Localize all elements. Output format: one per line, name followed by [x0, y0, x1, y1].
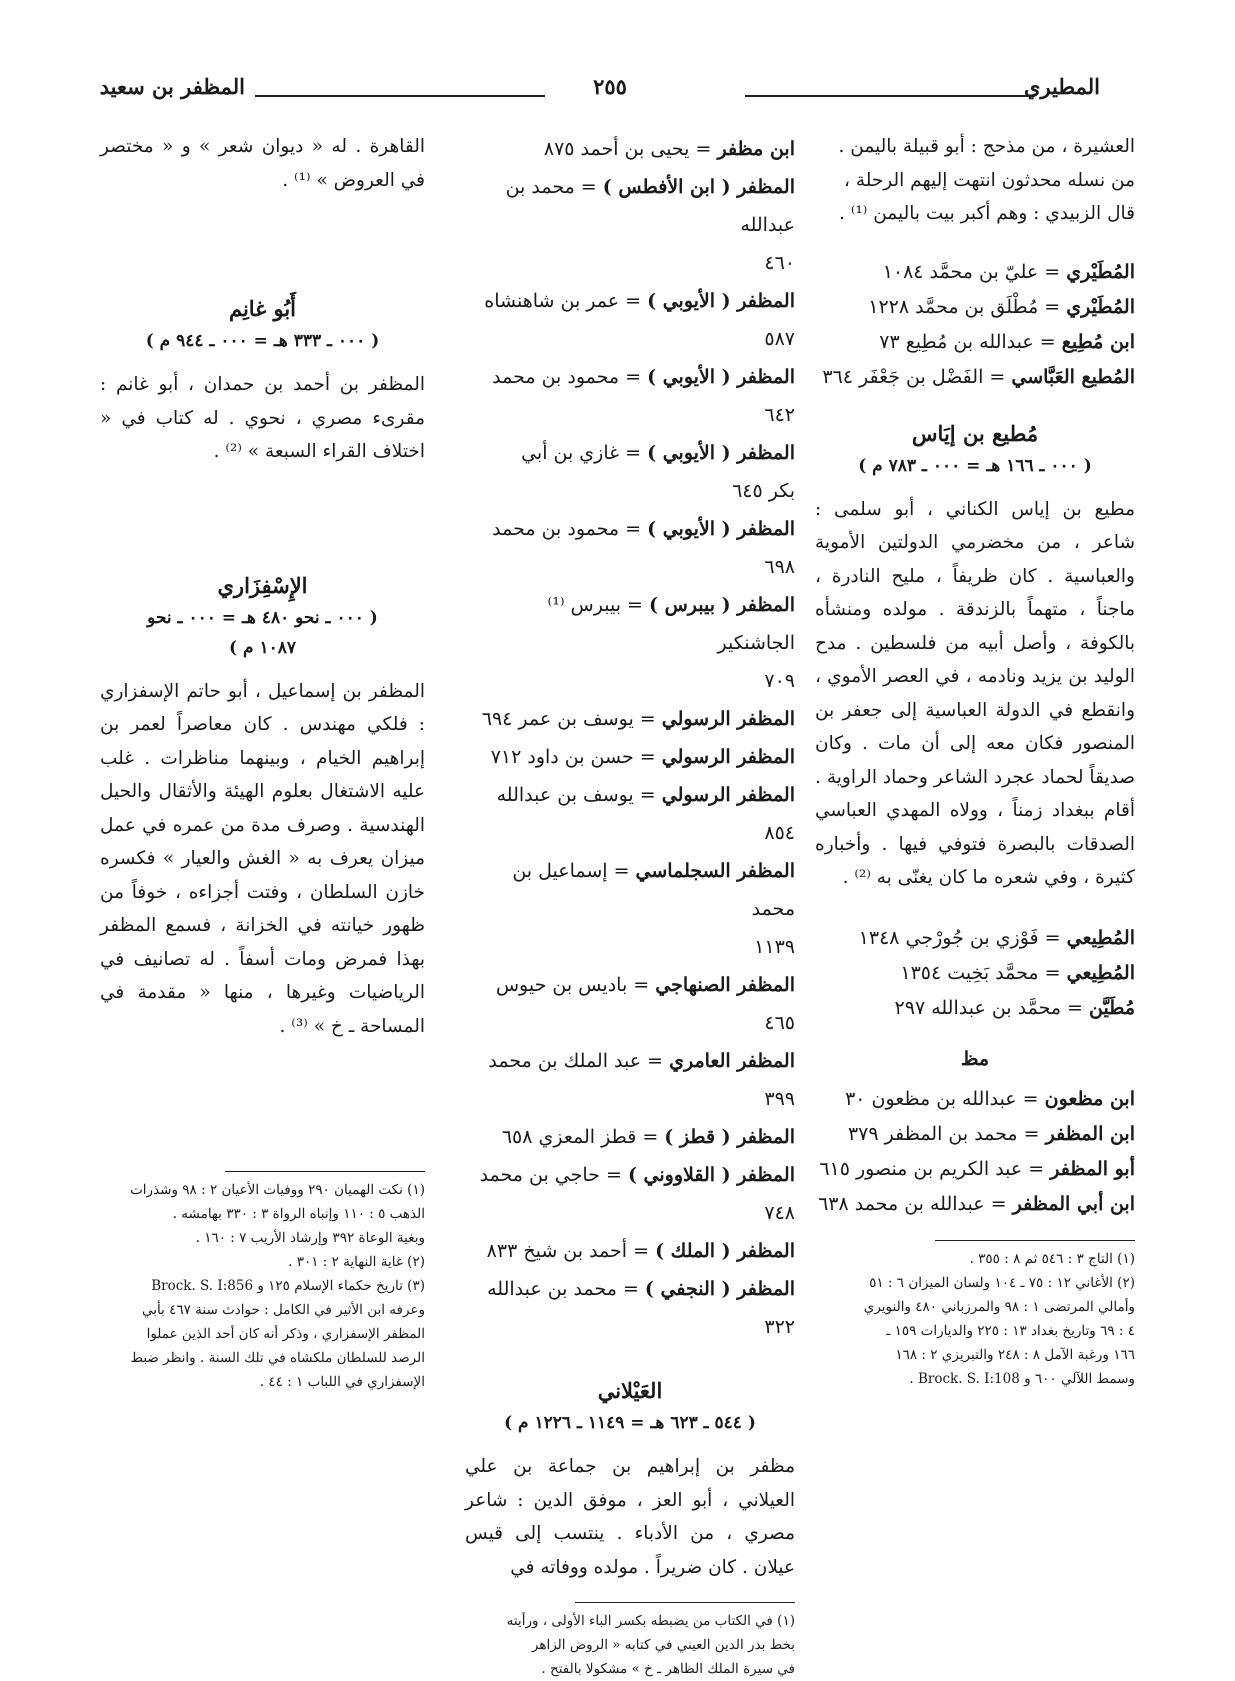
xref-entry-cont: ٥٨٧ — [764, 328, 795, 350]
footnote-line: في سيرة الملك الظاهر ـ خ » مشكولا بالفتح . — [541, 1661, 795, 1677]
xref-entry-cont: ٧٠٩ — [764, 670, 795, 692]
footnote-line: وعرفه ابن الأثير في الكامل : حوادث سنة ٤٦٧ بأبي — [141, 1302, 425, 1318]
bio-dates: ( ٠٠٠ ـ نحو ٤٨٠ هـ = ٠٠٠ ـ نحو — [147, 607, 378, 628]
bio-text: المظفر بن أحمد بن حمدان ، أبو غانم : مقرىء مصري ، نحوي . له كتاب في « اختلاف القراء السبعة » ⁽²⁾ . — [100, 374, 425, 462]
footnote-line: الذهب ٥ : ١١٠ وإنباه الرواة ٣ : ٣٣٠ بهامشه . — [172, 1206, 425, 1222]
xref-entry: مُطَيَّن = محمَّد بن عبدالله ٢٩٧ — [894, 996, 1135, 1019]
footnote-line: الرصد للسلطان ملكشاه في تلك السنة . وانظر ضبط — [130, 1350, 425, 1366]
header-left-word: المظفر بن سعيد — [99, 74, 245, 99]
bio-text: مطيع بن إياس الكناني ، أبو سلمى : شاعر ، من مخضرمي الدولتين الأموية والعباسية . كان ظريفاً ، مليح النادرة ، ماجناً ، متهماً بالزندقة . مولده ومنشأه بالكوفة ، وأصل أبيه من فلسطين . مدح الوليد بن يزيد ونادمه ، في العصر الأموي ، وانقطع في الدولة العباسية إلى جعفر بن المنصور فكان معه إلى أن مات . وكان صديقاً لحماد عجرد الشاعر وحماد الراوية . أقام ببغداد زمناً ، وولاه المهدي العباسي الصدقات بالبصرة فتوفي فيها . وأخباره كثيرة ، وفي شعره ما كان يغنّى به ⁽²⁾ . — [815, 498, 1135, 888]
bio-dates: ( ٠٠٠ ـ ٣٣٣ هـ = ٠٠٠ ـ ٩٤٤ م ) — [145, 331, 380, 351]
bio-text: مظفر بن إبراهيم بن جماعة بن علي العيلاني ، أبو العز ، موفق الدين : شاعر مصري ، من الأدباء . ينتسب إلى قيس عيلان . كان ضريراً . مولده ووفاته في — [465, 1456, 795, 1578]
xref-entry: المظفر ( الأيوبي ) = محمود بن محمد — [492, 366, 795, 388]
xref-list-1 — [815, 255, 1135, 395]
xref-entry: المظفر ( القلاووني ) = حاجي بن محمد — [479, 1164, 795, 1186]
xref-entry: المُطيع العَبَّاسي = الفَضْل بن جَعْفَر ٣٦٤ — [822, 365, 1135, 388]
xref-entry-cont: ٤٦٠ — [764, 252, 795, 274]
section-letter: مظ — [960, 1047, 990, 1070]
bio-dates: ( ٥٤٤ ـ ٦٢٣ هـ = ١١٤٩ ـ ١٢٢٦ م ) — [504, 1413, 756, 1433]
bio-title: الإِسْفِزَاري — [217, 572, 308, 598]
footnote-line: الإسفزاري في اللباب ١ : ٤٤ . — [259, 1374, 425, 1390]
xref-entry: المظفر الرسولي = حسن بن داود ٧١٢ — [490, 746, 795, 768]
xref-entry-cont: ٧٤٨ — [764, 1202, 795, 1224]
xref-entry-cont: ٨٥٤ — [764, 822, 795, 844]
footnote-line: (٣) تاريخ حكماء الإسلام ١٢٥ و Brock. S. I:856 — [151, 1278, 425, 1294]
footnote-rule — [225, 1171, 425, 1172]
footnote-line: ١٦٦ ورغبة الآمل ٨ : ٢٤٨ والتبريزي ٢ : ١٦٨ — [895, 1346, 1135, 1363]
xref-entry: ابن المظفر = محمد بن المظفر ٣٧٩ — [847, 1122, 1135, 1145]
header-rule-left — [255, 95, 545, 97]
intro-text: القاهرة . له « ديوان شعر » و « مختصر في العروض » ⁽¹⁾ . — [100, 136, 425, 191]
xref-entry-cont: ٦٤٢ — [764, 404, 795, 426]
footnote-line: بخط بدر الدين العيني في كتابه « الروض الزاهر — [531, 1637, 795, 1653]
footnote-line: وسمط اللآلي ٦٠٠ و Brock. S. I:108 . — [909, 1370, 1135, 1387]
xref-entry: المظفر العامري = عبد الملك بن محمد — [488, 1050, 795, 1072]
footnote-line: (٢) غاية النهاية ٢ : ٣٠١ . — [288, 1254, 425, 1270]
footnote-line: (١) التاج ٣ : ٥٤٦ ثم ٨ : ٣٥٥ . — [969, 1250, 1135, 1267]
xref-entry: المُطِيعي = فَوْزي بن جُورْجي ١٣٤٨ — [858, 926, 1135, 949]
footnotes — [815, 1247, 1135, 1391]
bio-dates: ( ٠٠٠ ـ ١٦٦ هـ = ٠٠٠ ـ ٧٨٣ م ) — [858, 455, 1092, 476]
footnote-line: ٤ : ٦٩ وتاريخ بغداد ١٣ : ٢٢٥ والديارات ١٥٩ ـ — [886, 1322, 1135, 1339]
xref-entry-cont: بكر ٦٤٥ — [732, 480, 795, 502]
footnotes — [465, 1609, 795, 1681]
column-left — [100, 130, 425, 1394]
xref-entry: المظفر الرسولي = يوسف بن عمر ٦٩٤ — [481, 708, 795, 730]
xref-entry: المُطِيعي = محمَّد بَخِيت ١٣٥٤ — [900, 961, 1135, 984]
xref-entry: المظفر الصنهاجي = باديس بن حيوس — [495, 974, 795, 996]
column-right — [815, 130, 1135, 1391]
footnote-line: وبغية الوعاة ٣٩٢ وإرشاد الأريب ٧ : ١٦٠ . — [195, 1230, 425, 1246]
footnote-line: وأمالي المرتضى ١ : ٩٨ والمرزباني ٤٨٠ والنويري — [863, 1298, 1135, 1315]
footnote-line: المظفر الإسفزاري ، وذكر أنه كان أحد الذين عملوا — [146, 1326, 425, 1342]
text-line: من نسله محدثون انتهت إليهم الرحلة ، — [843, 169, 1135, 191]
xref-entry: المظفر ( قطز ) = قطز المعزي ٦٥٨ — [501, 1126, 795, 1148]
bio-text: المظفر بن إسماعيل ، أبو حاتم الإسفزاري : فلكي مهندس . كان معاصراً لعمر بن إبراهيم الخيام ، وبينهما مناظرات . غلب عليه الاشتغال بعلوم الهيئة والأثقال والحيل الهندسية . وصرف مدة من عمره في عمل ميزان يعرف به « الغش والعيار » فكسره خازن السلطان ، وفتت أجزاءه ، خوفاً من ظهور خيانته في الخزانة ، فسمع المظفر بهذا فمرض ومات أسفاً . له تصانيف في الرياضيات وغيرها ، منها « مقدمة في المساحة ـ خ » ⁽³⁾ . — [100, 680, 425, 1037]
footnote-rule — [575, 1602, 795, 1603]
xref-entry: المظفر ( الأيوبي ) = عمر بن شاهنشاه — [484, 290, 795, 312]
xref-entry-cont: ٣٩٩ — [764, 1088, 795, 1110]
page-number: ٢٥٥ — [593, 74, 627, 99]
text-line: قال الزبيدي : وهم أكبر بيت باليمن ⁽¹⁾ . — [839, 203, 1135, 224]
xref-entry: المظفر الرسولي = يوسف بن عبدالله — [496, 784, 795, 806]
intro-lines — [815, 130, 1135, 231]
xref-entry: ابن مُطِيع = عبدالله بن مُطِيع ٧٣ — [879, 330, 1135, 353]
xref-list-3 — [815, 1082, 1135, 1222]
xref-list-2 — [815, 921, 1135, 1026]
xref-entry: ابن مظعون = عبدالله بن مظعون ٣٠ — [845, 1087, 1135, 1110]
xref-entry: المُطَيْري = مُطْلَق بن محمَّد ١٢٢٨ — [868, 295, 1135, 318]
xref-entry-cont: ١١٣٩ — [754, 936, 795, 958]
text-line: العشيرة ، من مذحج : أبو قبيلة باليمن . — [838, 136, 1135, 157]
xref-entry-cont: ٦٩٨ — [764, 556, 795, 578]
footnote-line: (١) نكت الهميان ٢٩٠ ووفيات الأعيان ٢ : ٩٨ وشذرات — [130, 1182, 425, 1198]
xref-entry: ابن مظفر = يحيى بن أحمد ٨٧٥ — [543, 138, 795, 160]
footnotes — [100, 1178, 425, 1394]
header-right-word: المطيري — [1024, 74, 1100, 99]
xref-entry: المظفر ( ابن الأفطس ) = محمد بن عبدالله — [505, 176, 795, 236]
bio-title: العَيْلاني — [597, 1378, 663, 1403]
xref-entry: المظفر ( بيبرس ) = بيبرس ⁽¹⁾ الجاشنكير — [547, 594, 795, 654]
xref-entry: المظفر السجلماسي = إسماعيل بن محمد — [512, 860, 795, 920]
xref-entry: المظفر ( النجفي ) = محمد بن عبدالله — [487, 1278, 795, 1300]
xref-entry: ابن أبي المظفر = عبدالله بن محمد ٦٣٨ — [818, 1192, 1135, 1215]
xref-entry: المظفر ( الأيوبي ) = محمود بن محمد — [492, 518, 795, 540]
bio-dates-cont: ١٠٨٧ م ) — [229, 637, 296, 658]
xref-entry: المُطَيْري = عليّ بن محمَّد ١٠٨٤ — [882, 260, 1135, 283]
bio-title: أَبُو غانِم — [228, 296, 297, 321]
footnote-rule — [935, 1240, 1135, 1241]
xref-entry: المظفر ( الأيوبي ) = غازي بن أبي — [521, 442, 795, 464]
column-middle — [465, 130, 795, 1681]
xref-entry: المظفر ( الملك ) = أحمد بن شيخ ٨٣٣ — [486, 1240, 795, 1262]
footnote-line: (١) في الكتاب من يضبطه بكسر الباء الأولى ، ورأيته — [506, 1613, 795, 1629]
xref-entry-cont: ٤٦٥ — [764, 1012, 795, 1034]
xref-entry: أبو المظفر = عبد الكريم بن منصور ٦١٥ — [819, 1157, 1135, 1180]
xref-entries — [465, 130, 795, 1346]
footnote-line: (٢) الأغاني ١٢ : ٧٥ ـ ١٠٤ ولسان الميزان ٦ : ٥١ — [869, 1274, 1135, 1291]
bio-title: مُطيع بن إيَاس — [911, 420, 1039, 446]
header-rule-right — [745, 95, 1035, 97]
xref-entry-cont: ٣٢٢ — [764, 1316, 795, 1338]
